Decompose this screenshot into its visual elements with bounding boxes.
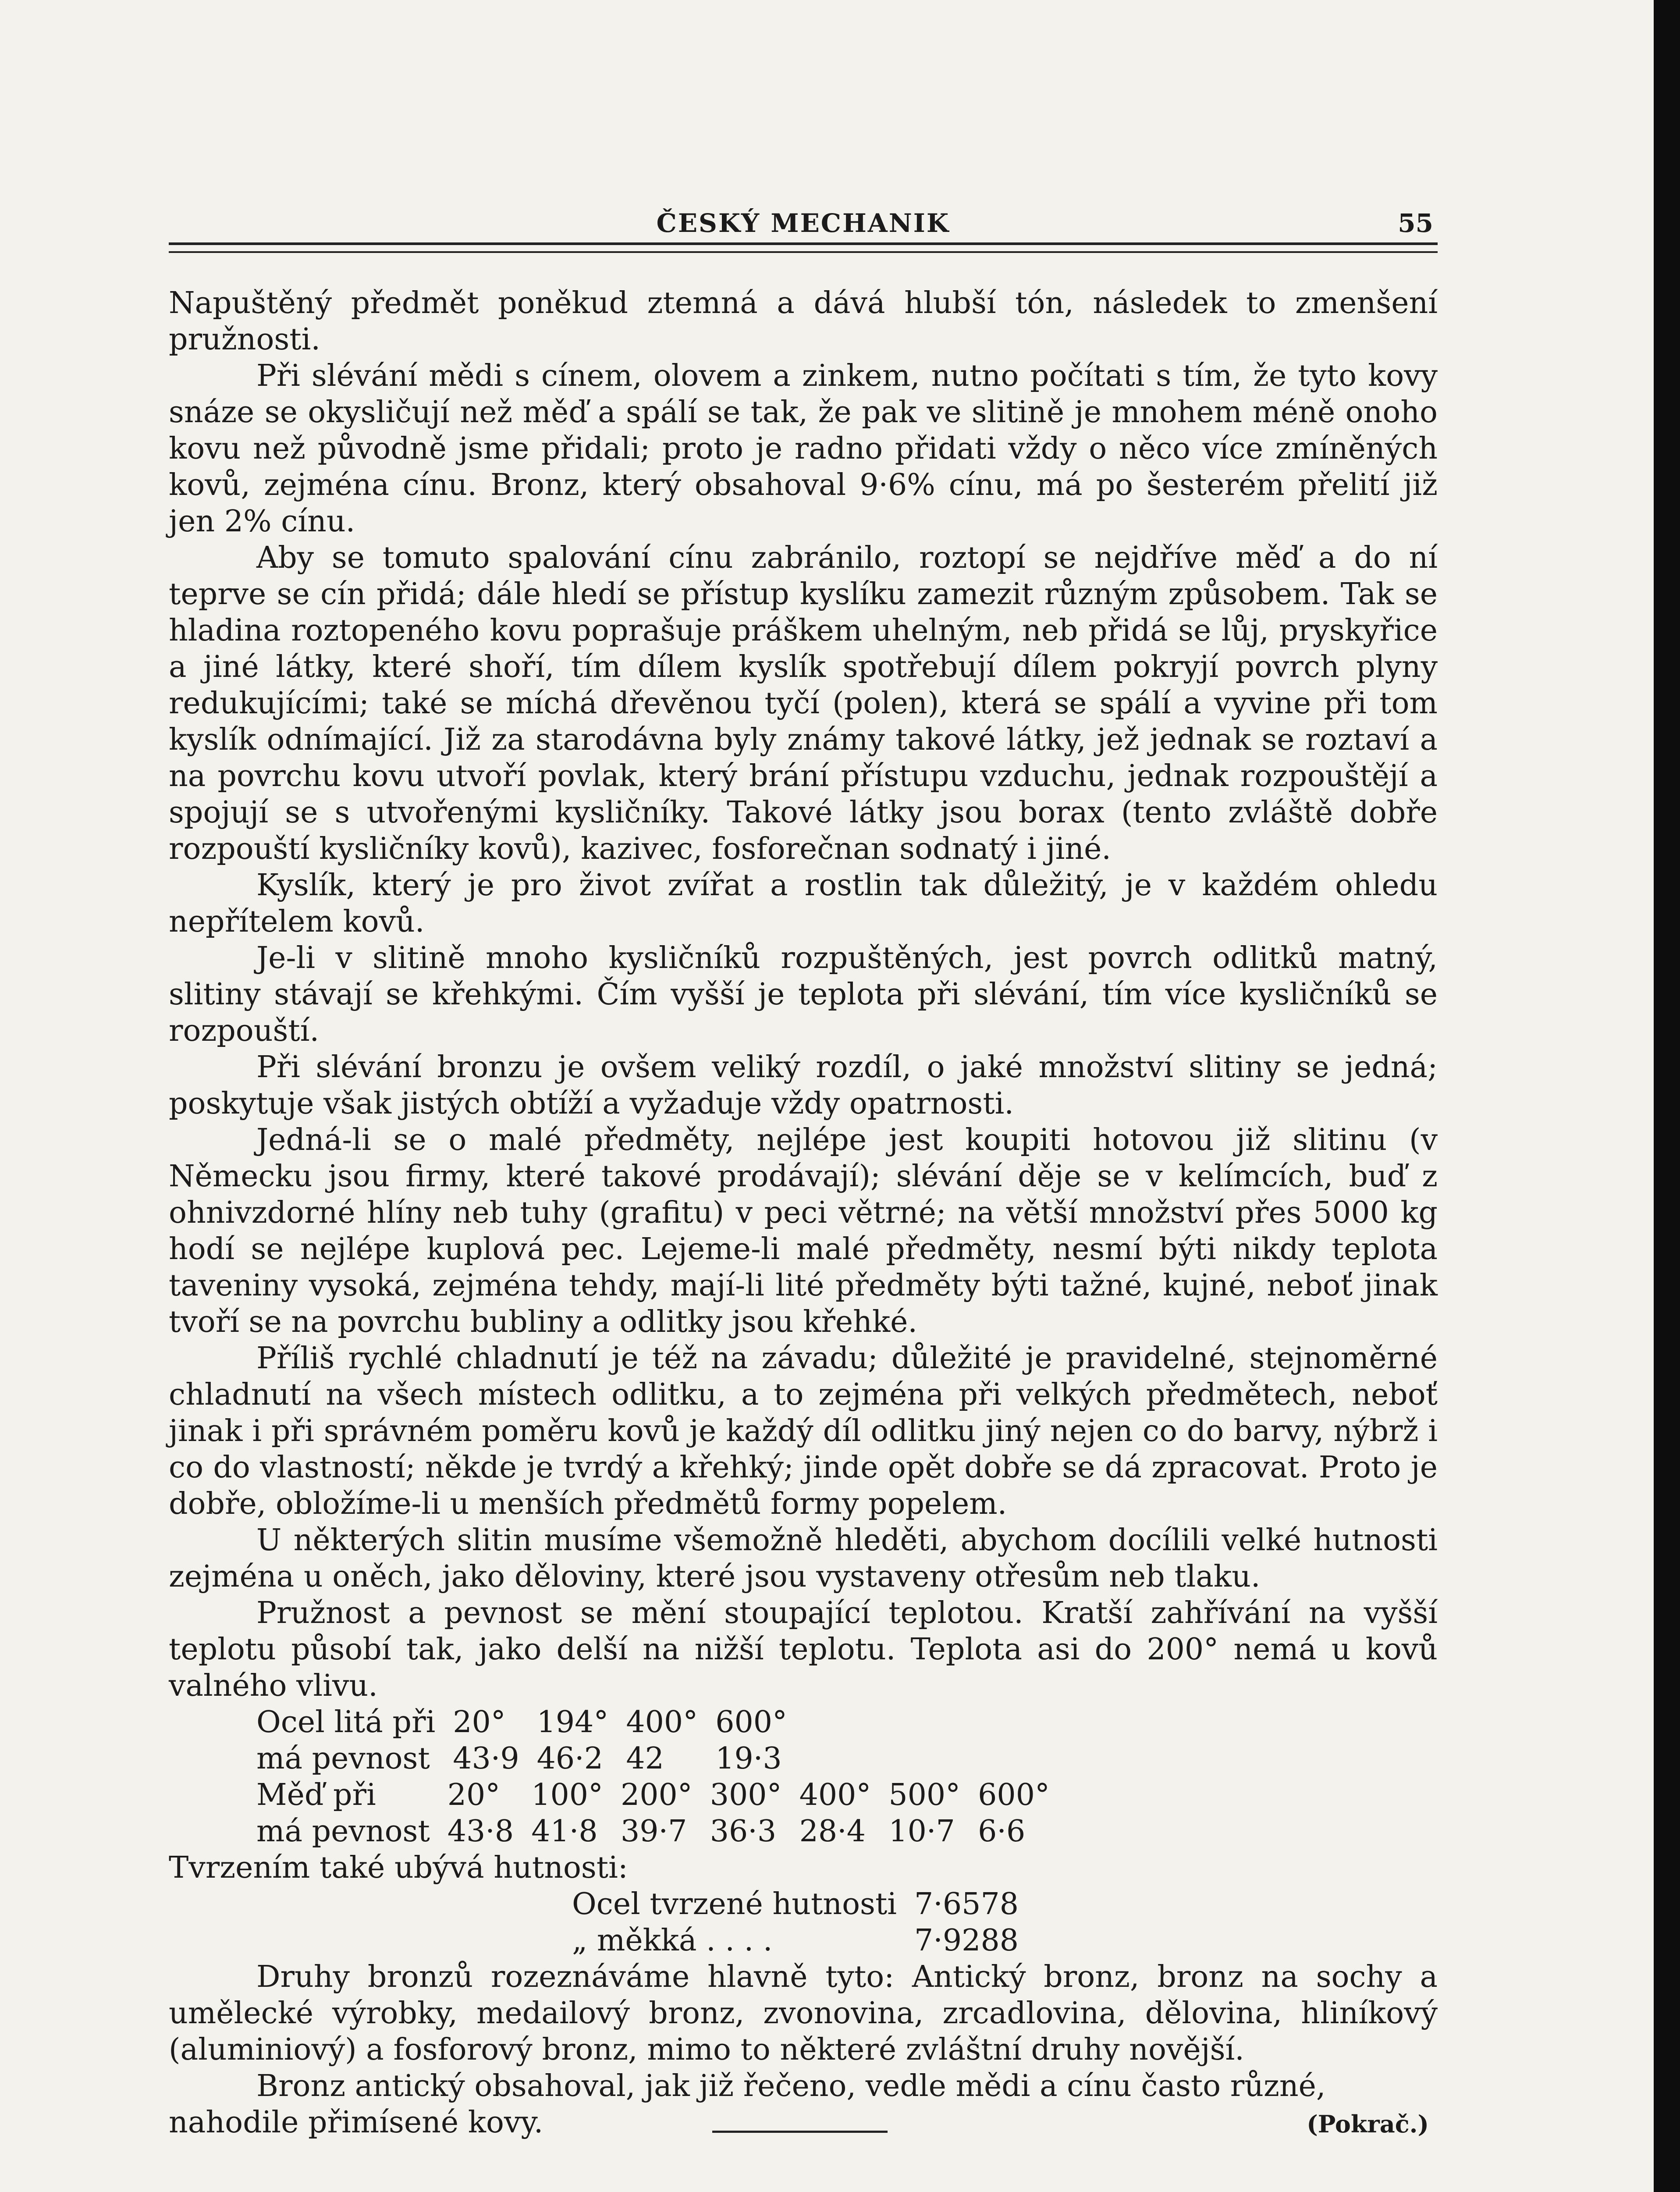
table-cell: 194° bbox=[536, 1705, 609, 1740]
table-cell: 42 bbox=[626, 1741, 664, 1776]
header-rule-thin bbox=[169, 251, 1438, 253]
paragraph: Při slévání bronzu je ovšem veliký rozdíl, o jaké množství slitiny se jedná; poskytuje však jistých obtíží a vyžaduje vždy opatrnosti. bbox=[169, 1050, 1438, 1121]
density-heading: Tvrzením také ubývá hutnosti: bbox=[169, 1850, 628, 1885]
table-cell: 43·9 bbox=[453, 1741, 519, 1776]
table-cell: 28·4 bbox=[799, 1814, 866, 1849]
table-row bbox=[256, 1740, 805, 1777]
table-row bbox=[256, 1777, 1067, 1813]
table-cell: má pevnost bbox=[256, 1814, 430, 1849]
table-row bbox=[572, 1886, 1036, 1922]
table-cell: 20° bbox=[447, 1778, 501, 1812]
paragraph: Příliš rychlé chladnutí je též na závadu; důležité je pravidelné, stejnoměrné chladnutí na všech místech odlitku, a to zejména při velkých předmětech, neboť jinak i při správném poměru kovů je každý díl odlitku jiný nejen co do barvy, nýbrž i co do vlastností; někde je tvrdý a křehký; jinde opět dobře se dá zpracovat. Proto je dobře, obložíme-li u menších předmětů formy popelem. bbox=[169, 1341, 1438, 1521]
table-row bbox=[256, 1813, 1067, 1850]
table-cell: 19·3 bbox=[715, 1741, 782, 1776]
table-cell: 39·7 bbox=[620, 1814, 687, 1849]
table-cell: 10·7 bbox=[888, 1814, 955, 1849]
table-cell: 36·3 bbox=[710, 1814, 777, 1849]
table-cell: 600° bbox=[978, 1778, 1050, 1812]
density-table bbox=[572, 1886, 1036, 1959]
table-cell: 43·8 bbox=[447, 1814, 514, 1849]
paragraph: Jedná-li se o malé předměty, nejlépe jest koupiti hotovou již slitinu (v Německu jsou firmy, které takové prodávají); slévání děje se v kelímcích, buď z ohnivzdorné hlíny neb tuhy (grafitu) v peci větrné; na větší množství přes 5000 kg hodí se nejlépe kuplová pec. Lejeme-li malé předměty, nesmí býti nikdy teplota taveniny vysoká, zejména tehdy, mají-li lité předměty býti tažné, kujné, neboť jinak tvoří se na povrchu bubliny a odlitky jsou křehké. bbox=[169, 1123, 1438, 1339]
table-cell: 300° bbox=[710, 1778, 782, 1812]
table-cell: 400° bbox=[626, 1705, 698, 1740]
table-cell: 7·6578 bbox=[914, 1887, 1019, 1922]
table-cell: Ocel tvrzené hutnosti bbox=[572, 1887, 897, 1922]
table-cell: 20° bbox=[453, 1705, 506, 1740]
header-rule bbox=[169, 242, 1438, 245]
page-header bbox=[169, 199, 1438, 239]
table-cell: 200° bbox=[620, 1778, 693, 1812]
table-cell: 6·6 bbox=[978, 1814, 1026, 1849]
table-cell: Měď při bbox=[256, 1778, 376, 1812]
final-line: nahodile přimísené kovy. bbox=[169, 2105, 543, 2140]
table-cell: 100° bbox=[531, 1778, 603, 1812]
copper-strength-table bbox=[256, 1777, 1067, 1850]
table-cell: Ocel litá při bbox=[256, 1705, 436, 1740]
table-cell: 41·8 bbox=[531, 1814, 598, 1849]
table-cell: 7·9288 bbox=[914, 1923, 1019, 1958]
paragraph: Pružnost a pevnost se mění stoupající teplotou. Kratší zahřívání na vyšší teplotu působí tak, jako delší na nižší teplotu. Teplota asi do 200° nemá u kovů valného vlivu. bbox=[169, 1596, 1438, 1703]
table-row bbox=[256, 1704, 805, 1740]
page-number: 55 bbox=[1398, 208, 1433, 238]
paragraph: Bronz antický obsahoval, jak již řečeno, vedle mědi a cínu často různé, bbox=[256, 2069, 1326, 2103]
paragraph: Kyslík, který je pro život zvířat a rostlin tak důležitý, je v každém ohledu nepřítelem kovů. bbox=[169, 868, 1438, 939]
table-cell: 400° bbox=[799, 1778, 871, 1812]
end-rule bbox=[712, 2131, 888, 2133]
paragraph: Při slévání mědi s cínem, olovem a zinkem, nutno počítati s tím, že tyto kovy snáze se okysličují než měď a spálí se tak, že pak ve slitině je mnohem méně onoho kovu než původně jsme přidali; proto je radno přidati vždy o něco více zmíněných kovů, zejména cínu. Bronz, který obsahoval 9·6% cínu, má po šesterém přelití již jen 2% cínu. bbox=[169, 359, 1438, 539]
paragraph: U některých slitin musíme všemožně hleděti, abychom docílili velké hutnosti zejména u oněch, jako děloviny, které jsou vystaveny otřesům neb tlaku. bbox=[169, 1523, 1438, 1594]
continued-note: (Pokrač.) bbox=[1307, 2110, 1429, 2138]
article-end bbox=[169, 2104, 1438, 2141]
table-cell: 600° bbox=[715, 1705, 787, 1740]
paragraph: Aby se tomuto spalování cínu zabránilo, roztopí se nejdříve měď a do ní teprve se cín přidá; dále hledí se přístup kyslíku zamezit různým způsobem. Tak se hladina roztopeného kovu poprašuje práškem uhelným, neb přidá se lůj, pryskyřice a jiné látky, které shoří, tím dílem kyslík spotřebují dílem pokryjí povrch plyny redukujícími; také se míchá dřevěnou tyčí (polen), která se spálí a vyvine při tom kyslík odnímající. Již za starodávna byly známy takové látky, jež jednak se roztaví a na povrchu kovu utvoří povlak, který brání přístupu vzduchu, jednak rozpouštějí a spojují se s utvořenými kysličníky. Takové látky jsou borax (tento zvláště dobře rozpouští kysličníky kovů), kazivec, fosforečnan sodnatý i jiné. bbox=[169, 541, 1438, 866]
table-cell: má pevnost bbox=[256, 1741, 430, 1776]
journal-title: ČESKÝ MECHANIK bbox=[656, 208, 950, 238]
paragraph: Je-li v slitině mnoho kysličníků rozpuštěných, jest povrch odlitků matný, slitiny stávají se křehkými. Čím vyšší je teplota při slévání, tím více kysličníků se rozpouští. bbox=[169, 941, 1438, 1048]
paragraph: Napuštěný předmět poněkud ztemná a dává hlubší tón, následek to zmenšení pružnosti. bbox=[169, 286, 1438, 357]
table-cell: „ měkká . . . . bbox=[572, 1923, 773, 1958]
steel-strength-table bbox=[256, 1704, 805, 1777]
table-cell: 500° bbox=[888, 1778, 961, 1812]
article-body bbox=[169, 285, 1438, 2141]
table-cell: 46·2 bbox=[536, 1741, 604, 1776]
scan-border bbox=[1654, 0, 1680, 2192]
paragraph: Druhy bronzů rozeznáváme hlavně tyto: Antický bronz, bronz na sochy a umělecké výrobky, medailový bronz, zvonovina, zrcadlovina, dělovina, hliníkový (aluminiový) a fosforový bronz, mimo to některé zvláštní druhy novější. bbox=[169, 1960, 1438, 2067]
table-row bbox=[572, 1922, 1036, 1959]
